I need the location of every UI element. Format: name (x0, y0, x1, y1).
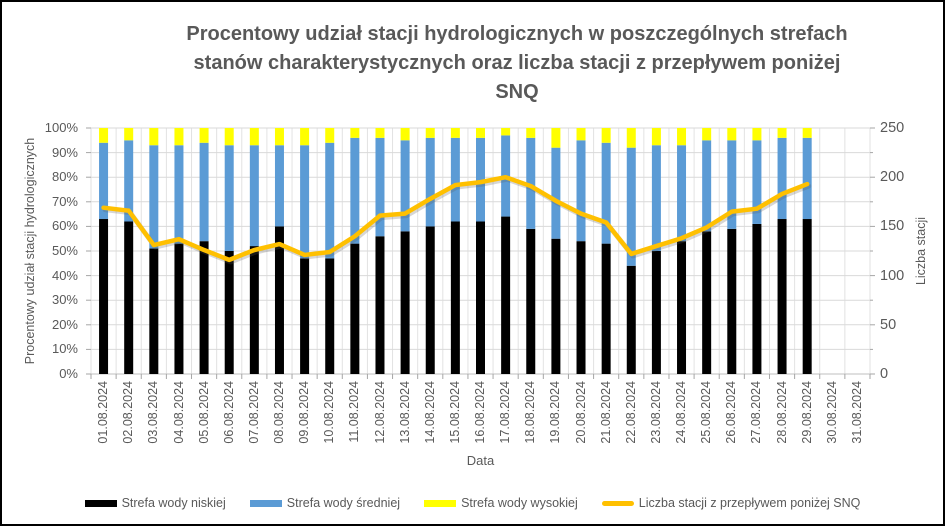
right-axis-tick-label: 150 (880, 218, 905, 235)
bar-segment-mid-water (325, 143, 334, 259)
x-axis-tick-label: 04.08.2024 (171, 381, 186, 444)
bar-segment-mid-water (300, 145, 309, 258)
x-axis-tick-label: 05.08.2024 (196, 381, 211, 444)
bar-segment-high-water (300, 128, 309, 145)
chart-title (87, 20, 945, 107)
x-axis-tick-label: 25.08.2024 (699, 381, 714, 444)
x-axis-tick-label: 27.08.2024 (749, 381, 764, 444)
bar-segment-high-water (551, 128, 560, 148)
bar-segment-high-water (225, 128, 234, 145)
bar-segment-mid-water (350, 138, 359, 244)
x-axis-title: Data (466, 453, 495, 468)
x-axis-tick-label: 08.08.2024 (272, 381, 286, 444)
left-axis-title: Procentowy udział stacji hydrologicznych (23, 137, 37, 365)
x-axis-tick-label: 14.08.2024 (422, 381, 437, 444)
bar-segment-low-water (702, 231, 711, 374)
bar-segment-mid-water (200, 143, 209, 241)
bar-segment-mid-water (677, 145, 686, 241)
bar-segment-low-water (149, 249, 158, 374)
left-axis-tick-label: 30% (51, 292, 78, 308)
bar-segment-high-water (451, 128, 460, 138)
bar-segment-high-water (350, 128, 359, 138)
bar-segment-high-water (752, 128, 761, 140)
bar-segment-low-water (200, 241, 209, 374)
bar-segment-low-water (602, 244, 611, 374)
x-axis-tick-label: 22.08.2024 (623, 381, 638, 444)
bar-segment-low-water (526, 229, 535, 374)
x-axis-tick-label: 31.08.2024 (849, 381, 864, 444)
bar-segment-low-water (401, 231, 410, 374)
x-axis-tick-label: 12.08.2024 (372, 381, 387, 444)
bar-segment-high-water (250, 128, 259, 145)
bar-segment-mid-water (275, 145, 284, 226)
bar-segment-high-water (174, 128, 183, 145)
bar-segment-high-water (577, 128, 586, 140)
bar-segment-high-water (602, 128, 611, 143)
left-axis-tick-label: 90% (51, 144, 78, 160)
bar-segment-low-water (426, 226, 435, 374)
left-axis-tick-label: 100% (44, 120, 78, 135)
chart-title-line-2: stanów charakterystycznych oraz liczba stacji z przepływem poniżej (193, 52, 841, 74)
x-axis-tick-label: 15.08.2024 (447, 381, 462, 444)
bar-segment-low-water (124, 221, 133, 374)
bar-segment-low-water (350, 244, 359, 374)
legend-item (602, 496, 861, 510)
bar-segment-mid-water (778, 138, 787, 219)
bar-segment-high-water (149, 128, 158, 145)
left-axis-tick-label: 70% (51, 193, 78, 209)
bar-segment-low-water (300, 258, 309, 374)
legend-item (424, 496, 578, 510)
legend-label: Strefa wody średniej (286, 496, 401, 510)
x-axis-tick-label: 21.08.2024 (598, 381, 613, 444)
bar-segment-mid-water (551, 148, 560, 239)
bar-segment-high-water (778, 128, 787, 138)
legend-item (250, 496, 400, 510)
bar-segment-low-water (250, 246, 259, 374)
bar-segment-high-water (501, 128, 510, 135)
bar-segment-high-water (677, 128, 686, 145)
bar-segment-low-water (501, 217, 510, 374)
right-axis-tick-label: 200 (880, 169, 905, 186)
x-axis-tick-label: 01.08.2024 (96, 381, 111, 444)
right-axis-tick-label: 50 (880, 316, 897, 333)
bar-segment-high-water (325, 128, 334, 143)
bar-segment-high-water (627, 128, 636, 148)
bar-segment-high-water (401, 128, 410, 140)
right-axis-tick-label: 250 (880, 120, 905, 136)
x-axis-tick-label: 17.08.2024 (498, 381, 513, 444)
x-axis-tick-label: 23.08.2024 (648, 381, 663, 444)
legend-color-swatch (424, 500, 456, 507)
bar-segment-mid-water (702, 140, 711, 231)
bar-segment-low-water (375, 236, 384, 374)
bar-segment-low-water (225, 251, 234, 374)
x-axis-tick-label: 11.08.2024 (347, 381, 362, 443)
legend-label: Liczba stacji z przepływem poniżej SNQ (638, 496, 861, 510)
bar-segment-high-water (99, 128, 108, 143)
x-axis-tick-label: 29.08.2024 (799, 381, 814, 444)
bar-segment-low-water (551, 239, 560, 374)
left-axis-tick-label: 0% (59, 366, 78, 381)
bar-segment-low-water (174, 244, 183, 374)
bar-segment-low-water (803, 219, 812, 374)
bar-segment-mid-water (451, 138, 460, 222)
left-axis-tick-label: 20% (51, 316, 78, 332)
bar-segment-mid-water (174, 145, 183, 243)
legend-color-swatch (250, 500, 282, 507)
left-axis-tick-label: 50% (51, 243, 78, 258)
bar-segment-low-water (451, 221, 460, 374)
x-axis-tick-label: 13.08.2024 (397, 381, 412, 444)
chart-legend (2, 492, 943, 514)
bar-segment-mid-water (149, 145, 158, 248)
bar-segment-mid-water (426, 138, 435, 227)
legend-color-swatch (85, 500, 117, 507)
bar-segment-low-water (99, 219, 108, 374)
bar-segment-low-water (778, 219, 787, 374)
right-axis-tick-label: 100 (880, 267, 905, 284)
x-axis-tick-label: 02.08.2024 (121, 381, 136, 444)
x-axis-tick-label: 03.08.2024 (146, 381, 161, 444)
legend-item (85, 496, 226, 510)
bar-segment-low-water (727, 229, 736, 374)
bar-segment-mid-water (652, 145, 661, 251)
x-axis-tick-label: 26.08.2024 (724, 381, 739, 444)
x-axis-tick-label: 20.08.2024 (573, 381, 588, 444)
x-axis-tick-label: 10.08.2024 (322, 381, 337, 444)
x-axis-tick-label: 18.08.2024 (523, 381, 538, 444)
bar-segment-high-water (375, 128, 384, 138)
x-axis-tick-label: 28.08.2024 (774, 381, 789, 444)
bar-segment-high-water (476, 128, 485, 138)
bar-segment-high-water (727, 128, 736, 140)
x-axis-tick-label: 24.08.2024 (674, 381, 688, 444)
bar-segment-high-water (702, 128, 711, 140)
x-axis-tick-label: 06.08.2024 (221, 381, 236, 444)
x-axis-tick-label: 07.08.2024 (246, 381, 261, 444)
bar-segment-low-water (677, 241, 686, 374)
bar-segment-low-water (577, 241, 586, 374)
legend-label: Strefa wody wysokiej (461, 496, 578, 510)
bar-segment-high-water (275, 128, 284, 145)
bar-segment-high-water (426, 128, 435, 138)
bar-segment-high-water (124, 128, 133, 140)
chart-title-line-3: SNQ (495, 81, 539, 103)
bar-segment-low-water (627, 266, 636, 374)
x-axis-tick-label: 19.08.2024 (548, 381, 563, 444)
left-axis-tick-label: 60% (51, 218, 78, 234)
x-axis-tick-label: 16.08.2024 (473, 381, 487, 444)
bar-segment-mid-water (803, 138, 812, 219)
bar-segment-low-water (325, 258, 334, 374)
x-axis-tick-label: 09.08.2024 (297, 381, 312, 444)
bar-segment-low-water (476, 221, 485, 374)
bar-segment-high-water (200, 128, 209, 143)
left-axis-tick-label: 10% (51, 341, 78, 357)
left-axis-tick-label: 80% (51, 169, 78, 185)
legend-line-swatch (602, 501, 634, 506)
bar-segment-mid-water (577, 140, 586, 241)
plot-area (91, 128, 870, 374)
legend-label: Strefa wody niskiej (121, 496, 226, 510)
bar-segment-mid-water (225, 145, 234, 251)
bar-segment-high-water (652, 128, 661, 145)
chart-title-line-1: Procentowy udział stacji hydrologicznych w poszczególnych strefach (186, 23, 848, 45)
right-axis-title: Liczba stacji (914, 216, 928, 286)
x-axis-tick-label: 30.08.2024 (824, 381, 839, 444)
bar-segment-low-water (752, 224, 761, 374)
bar-segment-high-water (526, 128, 535, 138)
bar-segment-mid-water (250, 145, 259, 246)
bar-segment-high-water (803, 128, 812, 138)
bar-segment-low-water (652, 251, 661, 374)
right-axis-tick-label: 0 (880, 366, 889, 382)
left-axis-tick-label: 40% (51, 267, 78, 283)
